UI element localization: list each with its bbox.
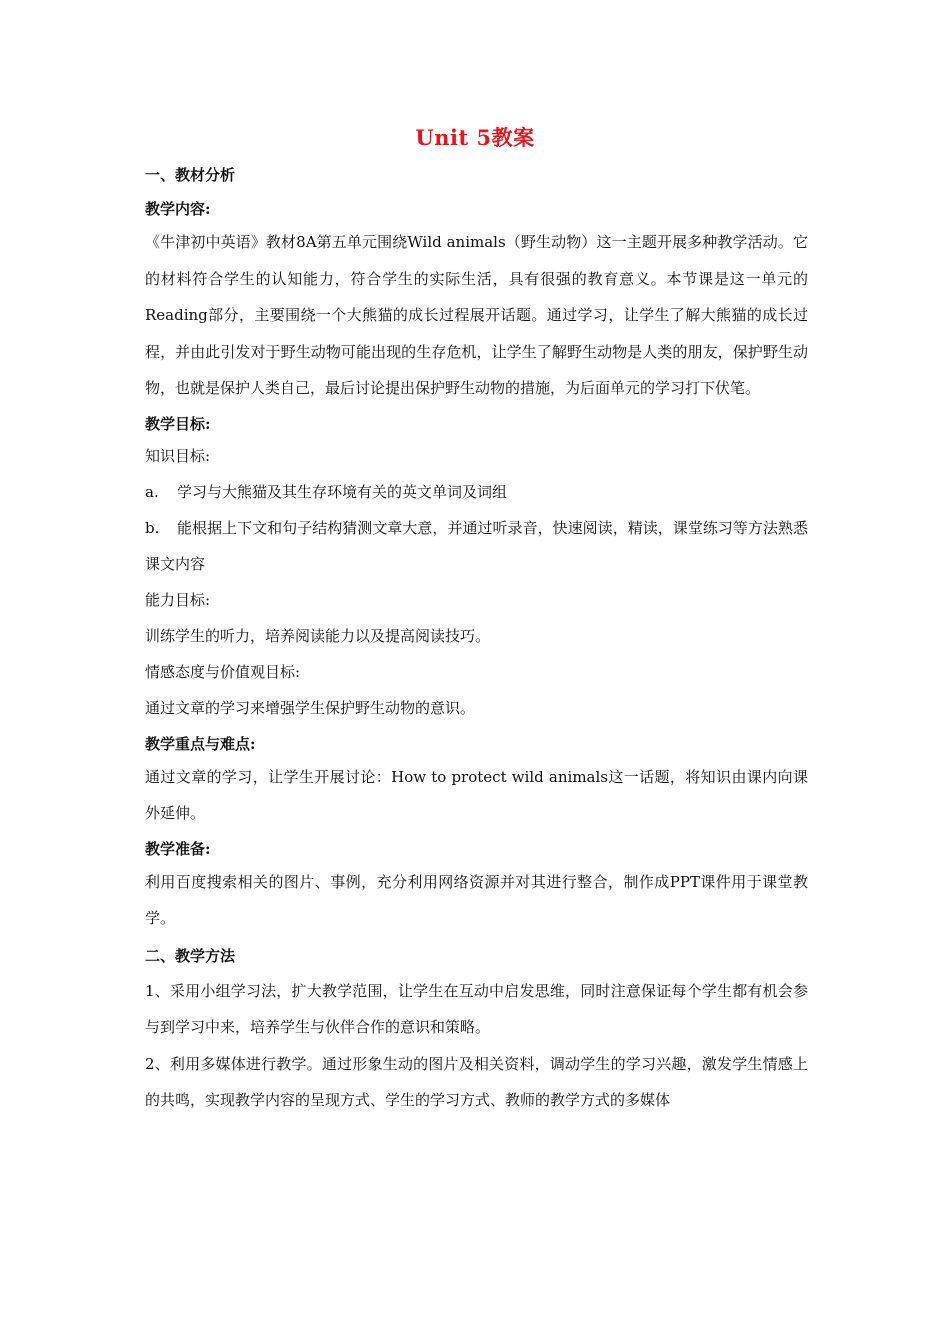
list-item (145, 481, 808, 503)
label-ability-goals: 能力目标: (145, 590, 211, 609)
text-emotion-goals: 通过文章的学习来增强学生保护野生动物的意识。 (145, 698, 476, 717)
paragraph-method-1: 1、采用小组学习法，扩大教学范围，让学生在互动中启发思维，同时注意保证每个学生都有机会参与到学习中来，培养学生与伙伴合作的意识和策略。 (145, 981, 808, 1036)
section-heading-analysis: 一、教材分析 (145, 166, 236, 184)
paragraph-content: 《牛津初中英语》教材8A第五单元围绕Wild animals（野生动物）这一主题开展多种教学活动。它的材料符合学生的认知能力，符合学生的实际生活，具有很强的教育意义。本节课是这一单元的Reading部分，主要围绕一个大熊猫的成长过程展开话题。通过学习，让学生了解大熊猫的成长过程，并由此引发对于野生动物可能出现的生存危机，让学生了解野生动物是人类的朋友，保护野生动物，也就是保护人类自己，最后讨论提出保护野生动物的措施，为后面单元的学习打下伏笔。 (145, 233, 808, 397)
label-emotion-goals: 情感态度与价值观目标: (145, 662, 301, 681)
paragraph-key-points: 通过文章的学习，让学生开展讨论：How to protect wild animals这一话题，将知识由课内向课外延伸。 (145, 767, 808, 822)
list-item (145, 510, 808, 583)
paragraph-method-2: 2、利用多媒体进行教学。通过形象生动的图片及相关资料，调动学生的学习兴趣，激发学生情感上的共鸣，实现教学内容的呈现方式、学生的学习方式、教师的教学方式的多媒体 (145, 1054, 808, 1109)
list-marker: b. (145, 518, 160, 537)
section-heading-methods: 二、教学方法 (145, 946, 236, 965)
list-item-text: 能根据上下文和句子结构猜测文章大意，并通过听录音，快速阅读，精读，课堂练习等方法熟悉课文内容 (145, 518, 808, 573)
subheading-content: 教学内容: (145, 200, 211, 218)
document-body (145, 160, 808, 1125)
document-title: Unit 5教案 (415, 125, 535, 150)
subheading-key-points: 教学重点与难点: (145, 734, 256, 753)
list-item-text: 学习与大熊猫及其生存环境有关的英文单词及词组 (177, 482, 508, 501)
text-ability-goals: 训练学生的听力，培养阅读能力以及提高阅读技巧。 (145, 626, 491, 645)
list-marker: a. (145, 482, 159, 501)
subheading-goals: 教学目标: (145, 414, 211, 433)
subheading-preparation: 教学准备: (145, 839, 211, 858)
paragraph-preparation: 利用百度搜索相关的图片、事例，充分利用网络资源并对其进行整合，制作成PPT课件用于课堂教学。 (145, 872, 808, 927)
label-knowledge-goals: 知识目标: (145, 446, 211, 465)
